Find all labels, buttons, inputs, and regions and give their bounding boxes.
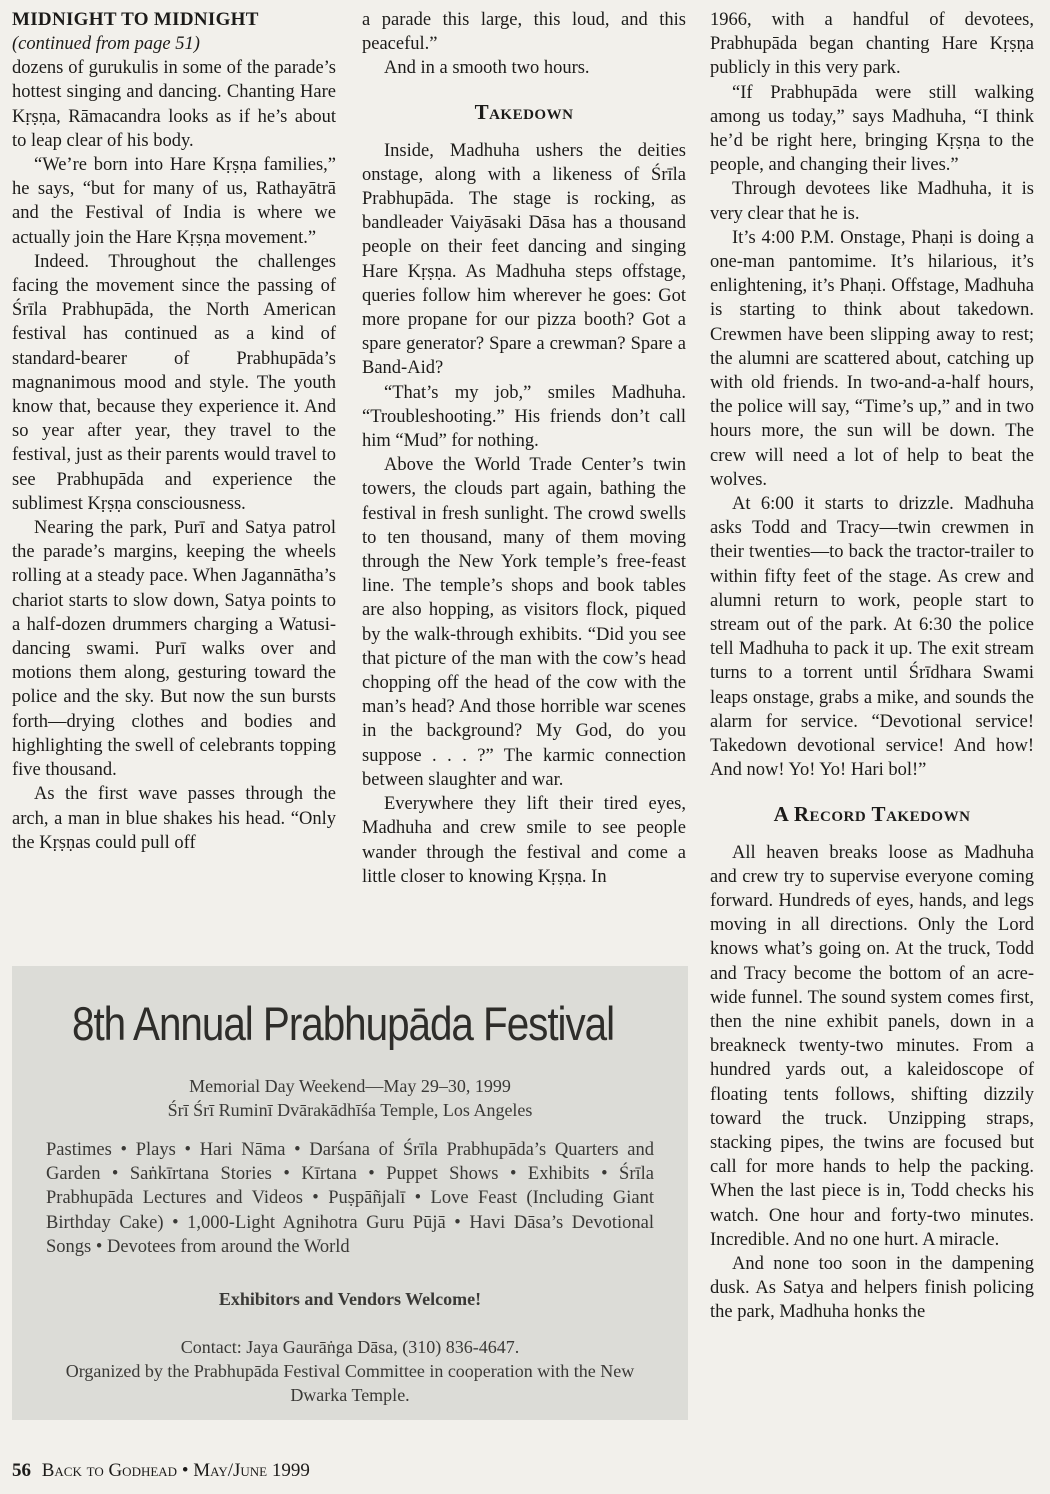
paragraph: It’s 4:00 P.M. Onstage, Phaṇi is doing a one-man pantomime. It’s hilarious, it’s enlightening, it’s Phaṇi. Offstage, Madhuha is starting to think about takedown. Crewmen have been slipping away to rest; the alumni are scattered about, catching up with old friends. In two-and-a-half hours, the police will say, “Time’s up,” and in two hours more, the sun will be down. The crew will need a lot of help to beat the wolves.	[710, 227, 1034, 490]
page-number: 56	[12, 1460, 31, 1481]
paragraph: “If Prabhupāda were still walking among us today,” says Madhuha, “I think he’d be right here, bringing Kṛṣṇa to the people, and changing their lives.”	[710, 82, 1034, 176]
footer-separator: •	[181, 1460, 189, 1481]
subhead-record-takedown: A Record Takedown	[773, 801, 971, 826]
continued-note: (continued from page 51)	[12, 34, 200, 54]
paragraph: Indeed. Throughout the challenges facing the movement since the passing of Śrīla Prabhupāda, the North American festival has continued as a kind of standard-bearer of Prabhupāda’s magnanimous mood and style. The youth know that, because they experience it. And so year after year, they travel to the festival, just as their parents would travel to see Prabhupāda and experience the sublimest Kṛṣṇa consciousness.	[12, 251, 336, 514]
paragraph: And in a smooth two hours.	[384, 58, 590, 79]
article-kicker: MIDNIGHT TO MIDNIGHT	[12, 9, 259, 30]
paragraph: As the first wave passes through the arch, a man in blue shakes his head. “Only the Kṛṣṇas could pull off	[12, 784, 336, 853]
paragraph: “We’re born into Hare Kṛṣṇa families,” he says, “but for many of us, Rathayātrā and the Festival of India is where we actually join the Hare Kṛṣṇa movement.”	[12, 155, 336, 248]
paragraph: dozens of gurukulis in some of the parade’s hottest singing and dancing. Chanting Hare Kṛṣṇa, Rāmacandra looks as if he’s about to leap clear of his body.	[12, 58, 336, 151]
issue-date: May/June 1999	[193, 1460, 310, 1481]
article-column-3	[710, 8, 1034, 1325]
ad-temple: Śrī Śrī Ruminī Dvārakādhīśa Temple, Los Angeles	[167, 1100, 533, 1120]
paragraph: Inside, Madhuha ushers the deities onstage, along with a likeness of Śrīla Prabhupāda. The stage is rocking, as bandleader Vaiyāsaki Dāsa has a thousand people on their feet dancing and singing Hare Kṛṣṇa. As Madhuha steps offstage, queries follow him wherever he goes: Got more propane for our pizza booth? Got a spare generator? Spare a crewman? Spare a Band-Aid?	[362, 140, 686, 379]
paragraph: Nearing the park, Purī and Satya patrol the parade’s margins, keeping the wheels rolling at a steady pace. When Jagannātha’s chariot starts to slow down, Satya points to a half-dozen drummers charging a Watusi-dancing swami. Purī walks over and motions them along, gesturing toward the police and the sky. But now the sun bursts forth—drying clothes and bodies and highlighting the swell of celebrants topping five thousand.	[12, 518, 336, 781]
festival-advertisement	[12, 966, 688, 1420]
paragraph: All heaven breaks loose as Madhuha and crew try to supervise everyone coming forward. Hundreds of eyes, hands, and legs moving in all directions. Only the Lord knows what’s going on. At the truck, Todd and Tracy become the bottom of an acre-wide funnel. The sound system comes first, then the nine exhibit panels, down in a breakneck twenty-two minutes. From a hundred yards out, a kaleidoscope of floating tents follows, shifting dizzily toward the truck. Unzipping straps, stacking pipes, the twins are focused but call for more hands to help the packing. When the last piece is in, Todd checks his watch. One hour and forty-two minutes. Incredible. And no one hurt. A miracle.	[710, 842, 1034, 1250]
article-column-1	[12, 8, 336, 855]
paragraph: And none too soon in the dampening dusk. As Satya and helpers finish policing the park, Madhuha honks the	[710, 1253, 1034, 1323]
magazine-name: Back to Godhead	[41, 1460, 178, 1481]
ad-title: 8th Annual Prabhupāda Festival	[72, 997, 615, 1050]
paragraph: a parade this large, this loud, and this peaceful.”	[362, 10, 686, 55]
paragraph: “That’s my job,” smiles Madhuha. “Troubleshooting.” His friends don’t call him “Mud” for nothing.	[362, 382, 686, 452]
article-column-2	[362, 8, 686, 889]
paragraph: At 6:00 it starts to drizzle. Madhuha asks Todd and Tracy—twin crewmen in their twenties—to back the tractor-trailer to within fifty feet of the stage. As crew and alumni return to work, people start to stream out of the park. At 6:30 the police tell Madhuha to pack it up. The exit stream turns to a torrent until Śrīdhara Swami leaps onstage, grabs a mike, and sounds the alarm for service. “Devotional service! Takedown devotional service! And how! And now! Yo! Yo! Hari bol!”	[710, 494, 1034, 781]
subhead-takedown: Takedown	[474, 99, 574, 124]
ad-organized: Organized by the Prabhupāda Festival Committee in cooperation with the New Dwarka Temple.	[65, 1361, 635, 1406]
paragraph: Above the World Trade Center’s twin towers, the clouds part again, bathing the festival in fresh sunlight. The crowd swells to ten thousand, many of them moving through the New York temple’s free-feast line. The temple’s shops and book tables are also hopping, as visitors flock, piqued by the walk-through exhibits. “Did you see that picture of the man with the cow’s head chopping off the head of the cow with the man’s head? And those horrible war scenes in the background? My God, do you suppose . . . ?” The karmic connection between slaughter and war.	[362, 455, 686, 790]
page-footer	[12, 1460, 310, 1482]
ad-exhibitors: Exhibitors and Vendors Welcome!	[218, 1289, 482, 1310]
ad-contact: Contact: Jaya Gaurāṅga Dāsa, (310) 836-4647.	[180, 1337, 520, 1358]
paragraph: Everywhere they lift their tired eyes, Madhuha and crew smile to see people wander through the festival and come a little closer to knowing Kṛṣṇa. In	[362, 794, 686, 887]
paragraph: Through devotees like Madhuha, it is very clear that he is.	[710, 179, 1034, 224]
ad-dates: Memorial Day Weekend—May 29–30, 1999	[189, 1076, 511, 1096]
paragraph: 1966, with a handful of devotees, Prabhupāda began chanting Hare Kṛṣṇa publicly in this very park.	[710, 10, 1034, 79]
ad-events-list: Pastimes • Plays • Hari Nāma • Darśana of Śrīla Prabhupāda’s Quarters and Garden • Saṅkīrtana Stories • Kīrtana • Puppet Shows • Exhibits • Śrīla Prabhupāda Lectures and Videos • Puṣpāñjalī • Love Feast (Including Giant Birthday Cake) • 1,000-Light Agnihotra Guru Pūjā • Havi Dāsa’s Devotional Songs • Devotees from around the World	[46, 1140, 654, 1257]
ad-contact-block	[46, 1335, 654, 1407]
